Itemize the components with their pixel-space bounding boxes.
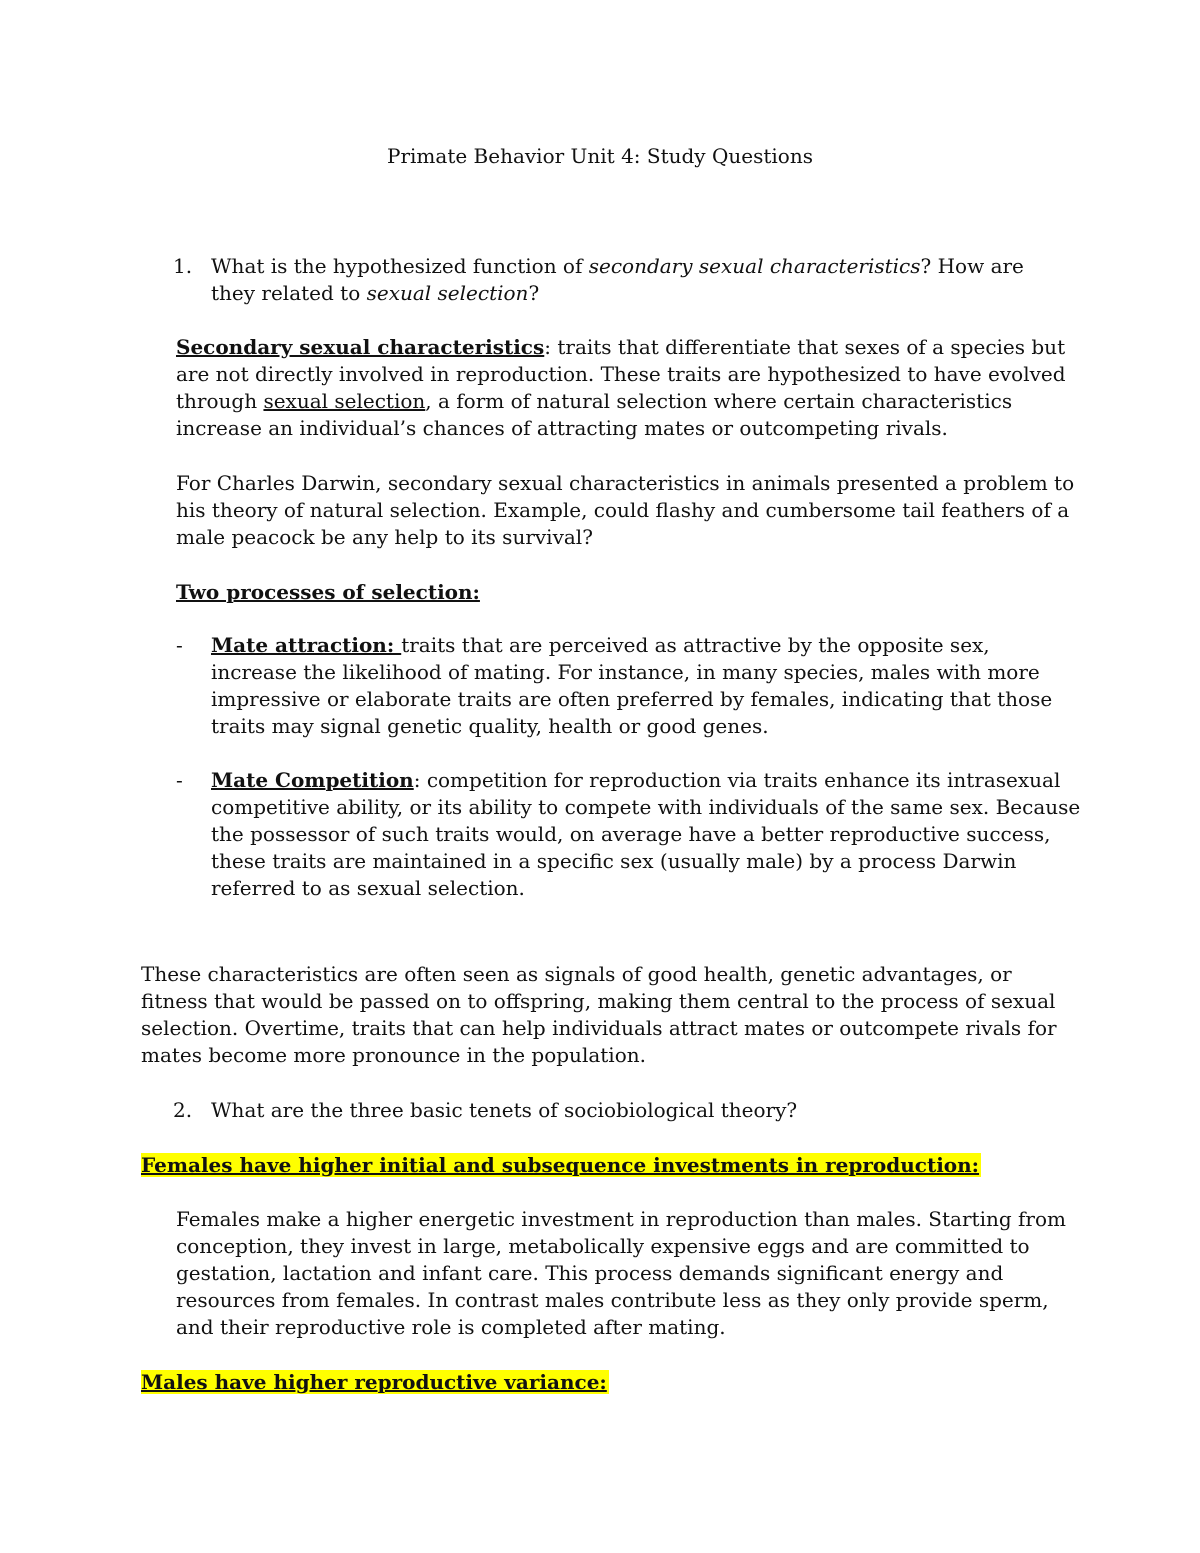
tenet-2-heading (141, 1369, 1081, 1396)
bullet-2-term: Mate Competition (211, 768, 414, 792)
question-1 (211, 253, 1071, 307)
question-1-text-c: ? (528, 281, 540, 305)
tenet-1-paragraph: Females make a higher energetic investment in reproduction than males. Starting from conception, they invest in large, metabolically expensive eggs and are committed to gestation, lactation and infant care. This process demands significant energy and resources from females. In contrast males contribute less as they only provide sperm, and their reproductive role is completed after mating. (176, 1207, 1066, 1339)
tenet-1-heading-text: Females have higher initial and subsequence investments in reproduction: (141, 1153, 980, 1177)
question-2-number: 2. (173, 1098, 193, 1122)
bullet-2-text: : competition for reproduction via traits enhance its intrasexual competitive ability, or its ability to compete with individuals of the same sex. Because the possessor of such traits would, on average have a better reproductive success, these traits are maintained in a specific sex (usually male) by a process Darwin referred to as sexual selection. (211, 768, 1081, 900)
bullet-1-dash: - (176, 633, 183, 657)
definition-sexual-selection: sexual selection (263, 389, 426, 413)
question-1-number: 1. (173, 254, 193, 278)
question-2: What are the three basic tenets of sociobiological theory? (211, 1098, 798, 1122)
question-1-text-a: What is the hypothesized function of (211, 254, 589, 278)
question-1-term-sexual-selection: sexual selection (366, 281, 529, 305)
bullet-1-term: Mate attraction: (211, 633, 402, 657)
definition-text-a: : traits that differentiate that sexes of a species but are not directly involved in reproduction. These traits are hypothesized to have evolved through (176, 335, 1066, 413)
question-1-text-b: ? How are they related to (211, 254, 1024, 305)
definition-term: Secondary sexual characteristics (176, 335, 545, 359)
definition-text-b: , a form of natural selection where certain characteristics increase an individual’s chances of attracting mates or outcompeting rivals. (176, 389, 1013, 440)
page-title: Primate Behavior Unit 4: Study Questions (387, 144, 813, 168)
tenet-2-heading-text: Males have higher reproductive variance: (141, 1370, 607, 1394)
two-processes-heading: Two processes of selection: (176, 580, 480, 604)
bullet-2-dash: - (176, 768, 183, 792)
bullet-1-text: traits that are perceived as attractive by the opposite sex, increase the likelihood of mating. For instance, in many species, males with more impressive or elaborate traits are often preferred by females, indicating that those traits may signal genetic quality, health or good genes. (211, 633, 1053, 738)
darwin-paragraph: For Charles Darwin, secondary sexual characteristics in animals presented a problem to his theory of natural selection. Example, could flashy and cumbersome tail feathers of a male peacock be any help to its survival? (176, 471, 1075, 549)
bullet-mate-attraction (211, 632, 1081, 740)
summary-paragraph: These characteristics are often seen as signals of good health, genetic advantages, or fitness that would be passed on to offspring, making them central to the process of sexual selection. Overtime, traits that can help individuals attract mates or outcompete rivals for mates become more pronounce in the population. (141, 962, 1057, 1067)
question-1-term-secondary: secondary sexual characteristics (588, 254, 921, 278)
definition-paragraph (176, 334, 1076, 442)
tenet-1-heading (141, 1152, 1081, 1179)
bullet-mate-competition (211, 767, 1081, 902)
